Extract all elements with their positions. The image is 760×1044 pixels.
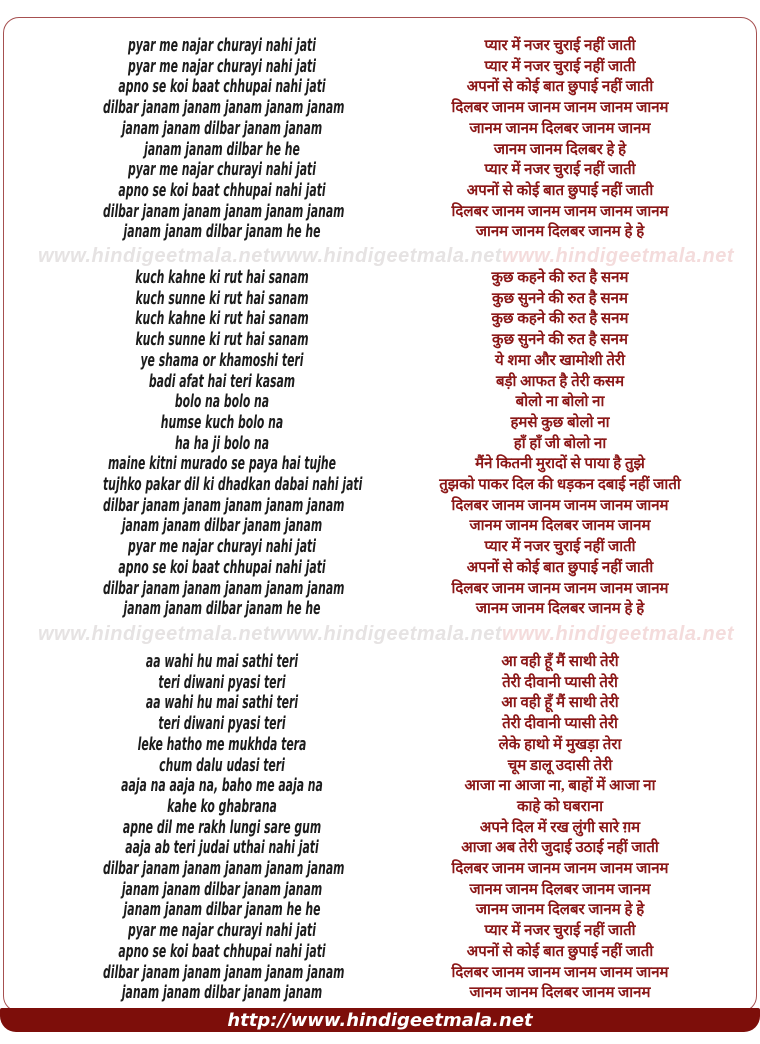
lyric-line-roman: ye shama or khamoshi teri bbox=[140, 350, 304, 371]
lyric-line-roman: teri diwani pyasi teri bbox=[158, 714, 286, 735]
stanza-3-hindi-column bbox=[392, 652, 728, 1004]
lyric-line-hindi: जानम जानम दिलबर जानम हे हे bbox=[475, 902, 645, 919]
lyric-line-roman: aa wahi hu mai sathi teri bbox=[145, 693, 299, 714]
lyric-line-hindi: दिलबर जानम जानम जानम जानम जानम bbox=[451, 100, 669, 117]
footer-site-link[interactable]: http://www.hindigeetmala.net bbox=[227, 1009, 533, 1031]
watermark-text: www.hindigeetmala.net bbox=[502, 245, 735, 267]
lyric-line-roman: kuch sunne ki rut hai sanam bbox=[135, 330, 309, 351]
lyric-line-roman: janam janam dilbar janam janam bbox=[121, 879, 323, 900]
lyric-line-roman: dilbar janam janam janam janam janam bbox=[102, 495, 345, 516]
lyric-line-hindi: अपनों से कोई बात छुपाई नहीं जाती bbox=[466, 943, 654, 960]
stanza-2-hindi-column bbox=[392, 268, 728, 620]
watermark-text: www.hindigeetmala.net bbox=[38, 623, 271, 645]
lyric-line-hindi: लेके हाथो में मुखड़ा तेरा bbox=[498, 736, 622, 753]
lyric-line-roman: kuch sunne ki rut hai sanam bbox=[135, 288, 309, 309]
lyric-line-roman: janam janam dilbar janam janam bbox=[121, 118, 323, 139]
lyric-line-hindi: प्यार में नजर चुराई नहीं जाती bbox=[484, 58, 636, 75]
lyric-line-hindi: हमसे कुछ बोलो ना bbox=[510, 414, 610, 431]
lyric-line-hindi: प्यार में नजर चुराई नहीं जाती bbox=[484, 923, 636, 940]
lyric-line-hindi: आ वही हूँ मैं साथी तेरी bbox=[501, 695, 619, 712]
lyric-line-roman: janam janam dilbar janam he he bbox=[123, 599, 321, 620]
lyric-line-hindi: अपनों से कोई बात छुपाई नहीं जाती bbox=[466, 79, 654, 96]
lyric-line-roman: teri diwani pyasi teri bbox=[158, 672, 286, 693]
lyric-line-roman: maine kitni murado se paya hai tujhe bbox=[107, 454, 337, 475]
footer-bar bbox=[0, 1008, 760, 1032]
lyric-line-hindi: जानम जानम दिलबर जानम जानम bbox=[469, 985, 651, 1002]
lyric-line-roman: pyar me najar churayi nahi jati bbox=[128, 160, 316, 181]
lyric-line-roman: dilbar janam janam janam janam janam bbox=[102, 98, 345, 119]
lyric-line-roman: pyar me najar churayi nahi jati bbox=[128, 36, 316, 56]
lyric-line-hindi: जानम जानम दिलबर जानम जानम bbox=[469, 518, 651, 535]
lyric-line-hindi: आजा ना आजा ना, बाहों में आजा ना bbox=[464, 778, 656, 795]
lyric-line-roman: dilbar janam janam janam janam janam bbox=[102, 201, 345, 222]
lyric-line-hindi: जानम जानम दिलबर जानम हे हे bbox=[475, 224, 645, 241]
lyric-line-roman: dilbar janam janam janam janam janam bbox=[102, 859, 345, 880]
lyric-line-roman: apno se koi baat chhupai nahi jati bbox=[118, 77, 326, 98]
lyric-line-roman: humse kuch bolo na bbox=[160, 412, 284, 433]
watermark-row-2 bbox=[38, 623, 735, 646]
lyric-line-hindi: तुझको पाकर दिल की धड़कन दबाई नहीं जाती bbox=[439, 477, 681, 494]
lyric-line-hindi: जानम जानम दिलबर हे हे bbox=[493, 141, 627, 158]
lyric-line-roman: janam janam dilbar janam janam bbox=[121, 516, 323, 537]
stanza-1-roman-column bbox=[30, 36, 414, 243]
lyric-line-roman: pyar me najar churayi nahi jati bbox=[128, 921, 316, 942]
lyric-line-hindi: प्यार में नजर चुराई नहीं जाती bbox=[484, 38, 636, 54]
lyric-line-roman: leke hatho me mukhda tera bbox=[137, 734, 307, 755]
lyric-line-roman: tujhko pakar dil ki dhadkan dabai nahi jati bbox=[102, 475, 363, 496]
lyric-line-roman: aa wahi hu mai sathi teri bbox=[145, 652, 299, 672]
lyric-line-hindi: कुछ सुनने की रुत है सनम bbox=[492, 290, 628, 307]
lyric-line-hindi: प्यार में नजर चुराई नहीं जाती bbox=[484, 162, 636, 179]
lyric-line-hindi: दिलबर जानम जानम जानम जानम जानम bbox=[451, 580, 669, 597]
lyric-line-hindi: कुछ कहने की रुत है सनम bbox=[491, 270, 629, 286]
lyric-line-roman: aaja na aaja na, baho me aaja na bbox=[121, 776, 323, 797]
watermark-text: www.hindigeetmala.net bbox=[270, 623, 503, 645]
lyric-line-roman: pyar me najar churayi nahi jati bbox=[128, 56, 316, 77]
lyric-line-hindi: काहे को घबराना bbox=[517, 798, 603, 815]
lyric-line-roman: aaja ab teri judai uthai nahi jati bbox=[125, 838, 319, 859]
lyric-line-roman: pyar me najar churayi nahi jati bbox=[128, 537, 316, 558]
lyric-line-hindi: जानम जानम दिलबर जानम जानम bbox=[469, 120, 651, 137]
lyric-line-hindi: जानम जानम दिलबर जानम हे हे bbox=[475, 601, 645, 618]
lyric-line-hindi: दिलबर जानम जानम जानम जानम जानम bbox=[451, 203, 669, 220]
lyric-line-roman: dilbar janam janam janam janam janam bbox=[102, 578, 345, 599]
lyric-line-hindi: दिलबर जानम जानम जानम जानम जानम bbox=[451, 964, 669, 981]
lyric-line-hindi: बड़ी आफत है तेरी कसम bbox=[495, 373, 625, 390]
lyric-line-roman: apno se koi baat chhupai nahi jati bbox=[118, 557, 326, 578]
lyric-line-roman: ha ha ji bolo na bbox=[174, 433, 270, 454]
lyric-line-hindi: कुछ सुनने की रुत है सनम bbox=[492, 332, 628, 349]
lyric-line-roman: janam janam dilbar janam he he bbox=[123, 900, 321, 921]
lyric-line-hindi: कुछ कहने की रुत है सनम bbox=[491, 311, 629, 328]
lyric-line-hindi: प्यार में नजर चुराई नहीं जाती bbox=[484, 539, 636, 556]
lyric-line-roman: chum dalu udasi teri bbox=[159, 755, 285, 776]
lyric-line-roman: janam janam dilbar he he bbox=[144, 139, 300, 160]
stanza-3-roman-column bbox=[30, 652, 414, 1004]
lyric-line-hindi: चूम डालू उदासी तेरी bbox=[507, 757, 613, 774]
lyric-line-hindi: तेरी दीवानी प्यासी तेरी bbox=[502, 716, 618, 733]
lyric-line-hindi: अपने दिल में रख लुंगी सारे ग़म bbox=[479, 819, 641, 836]
lyric-line-roman: janam janam dilbar janam he he bbox=[123, 222, 321, 243]
lyric-line-roman: apno se koi baat chhupai nahi jati bbox=[118, 180, 326, 201]
lyric-line-hindi: दिलबर जानम जानम जानम जानम जानम bbox=[451, 497, 669, 514]
lyric-line-roman: janam janam dilbar janam janam bbox=[121, 983, 323, 1004]
lyric-line-hindi: हाँ हाँ जी बोलो ना bbox=[513, 435, 607, 452]
watermark-text: www.hindigeetmala.net bbox=[38, 245, 271, 267]
stanza-1-hindi-column bbox=[392, 36, 728, 243]
lyric-line-hindi: जानम जानम दिलबर जानम जानम bbox=[469, 881, 651, 898]
watermark-text: www.hindigeetmala.net bbox=[502, 623, 735, 645]
lyric-line-hindi: दिलबर जानम जानम जानम जानम जानम bbox=[451, 861, 669, 878]
stanza-2-roman-column bbox=[30, 268, 414, 620]
watermark-text: www.hindigeetmala.net bbox=[270, 245, 503, 267]
watermark-row-1 bbox=[38, 245, 735, 268]
lyric-line-hindi: अपनों से कोई बात छुपाई नहीं जाती bbox=[466, 182, 654, 199]
lyric-line-roman: dilbar janam janam janam janam janam bbox=[102, 962, 345, 983]
lyric-line-hindi: आ वही हूँ मैं साथी तेरी bbox=[501, 654, 619, 670]
lyric-line-roman: apno se koi baat chhupai nahi jati bbox=[118, 941, 326, 962]
lyric-line-roman: apne dil me rakh lungi sare gum bbox=[122, 817, 322, 838]
lyric-line-roman: bolo na bolo na bbox=[174, 392, 270, 413]
lyric-line-hindi: ये शमा और खामोशी तेरी bbox=[495, 352, 625, 369]
lyric-line-hindi: बोलो ना बोलो ना bbox=[515, 394, 605, 411]
lyric-line-roman: kuch kahne ki rut hai sanam bbox=[135, 268, 309, 288]
lyric-line-hindi: आजा अब तेरी जुदाई उठाई नहीं जाती bbox=[461, 840, 659, 857]
lyric-line-roman: kahe ko ghabrana bbox=[167, 796, 277, 817]
lyric-line-hindi: तेरी दीवानी प्यासी तेरी bbox=[502, 674, 618, 691]
lyric-line-hindi: अपनों से कोई बात छुपाई नहीं जाती bbox=[466, 559, 654, 576]
lyric-line-roman: kuch kahne ki rut hai sanam bbox=[135, 309, 309, 330]
lyric-line-hindi: मैंने कितनी मुरादों से पाया है तुझे bbox=[475, 456, 645, 473]
lyric-line-roman: badi afat hai teri kasam bbox=[148, 371, 296, 392]
